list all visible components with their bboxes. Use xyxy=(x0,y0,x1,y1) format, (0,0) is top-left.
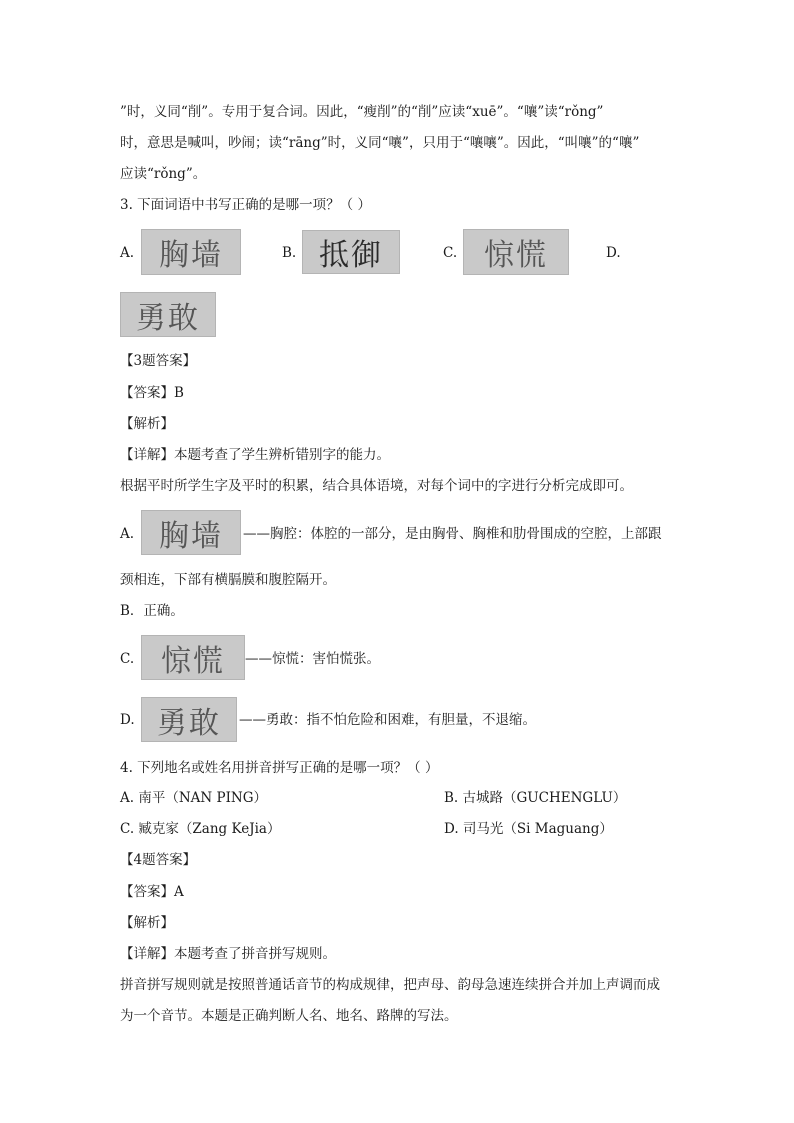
expl-c-letter: C. xyxy=(120,651,135,667)
handwriting-b: 抵御 xyxy=(319,238,383,273)
intro-line-2: 时，意思是喊叫，吵闹；读“rāng”时，义同“嚷”，只用于“嚷嚷”。因此，“叫嚷”的“嚷” xyxy=(120,135,640,151)
intro-line-3: 应读“rǒng”。 xyxy=(120,166,207,182)
expl-a-image xyxy=(141,510,241,555)
q3-option-a-image xyxy=(141,229,241,275)
q3-option-a-letter: A. xyxy=(120,245,135,261)
q3-answer: 【答案】B xyxy=(120,385,184,401)
q4-answer: 【答案】A xyxy=(120,884,184,900)
q4-analysis: 【解析】 xyxy=(120,915,174,931)
expl-c-text: ——惊慌：害怕慌张。 xyxy=(245,651,380,667)
q4-detail: 【详解】本题考查了拼音拼写规则。 xyxy=(120,946,336,962)
expl-b-text: B．正确。 xyxy=(120,603,184,619)
expl-d-letter: D. xyxy=(120,712,135,728)
q3-option-c-letter: C. xyxy=(443,245,458,261)
handwriting-expl-d: 勇敢 xyxy=(157,705,221,741)
q3-answer-header: 【3题答案】 xyxy=(120,353,197,369)
q4-answer-header: 【4题答案】 xyxy=(120,852,197,868)
expl-a-text-1: ——胸腔：体腔的一部分，是由胸骨、胸椎和肋骨围成的空腔，上部跟 xyxy=(243,526,662,542)
q3-option-b-letter: B. xyxy=(282,245,297,261)
q3-question: 3. 下面词语中书写正确的是哪一项？（ ） xyxy=(120,197,371,213)
q4-option-a: A. 南平（NAN PING） xyxy=(120,790,268,806)
expl-d-text: ——勇敢：指不怕危险和困难，有胆量，不退缩。 xyxy=(239,712,536,728)
expl-a-letter: A. xyxy=(120,526,135,542)
q4-question: 4. 下列地名或姓名用拼音拼写正确的是哪一项？（ ） xyxy=(120,760,439,776)
handwriting-d: 勇敢 xyxy=(136,300,200,336)
expl-c-image xyxy=(141,635,245,680)
q3-analysis: 【解析】 xyxy=(120,416,174,432)
handwriting-a: 胸墙 xyxy=(159,238,223,273)
handwriting-expl-a: 胸墙 xyxy=(159,518,223,554)
handwriting-expl-c: 惊慌 xyxy=(161,643,225,679)
q4-body-1: 拼音拼写规则就是按照普通话音节的构成规律，把声母、韵母急速连续拼合并加上声调而成 xyxy=(120,977,660,993)
expl-a-text-2: 颈相连，下部有横膈膜和腹腔隔开。 xyxy=(120,572,336,588)
q4-option-d: D. 司马光（Si Maguang） xyxy=(444,821,613,837)
expl-d-image xyxy=(141,697,237,742)
intro-line-1: ”时，义同“削”。专用于复合词。因此，“瘦削”的“削”应读“xuē”。“嚷”读“rǒng” xyxy=(120,104,604,120)
q3-option-d-image xyxy=(120,292,216,337)
q3-option-b-image xyxy=(302,230,400,274)
q4-body-2: 为一个音节。本题是正确判断人名、地名、路牌的写法。 xyxy=(120,1008,458,1024)
q3-detail: 【详解】本题考查了学生辨析错别字的能力。 xyxy=(120,447,390,463)
q3-option-d-letter: D. xyxy=(606,245,621,261)
q4-option-c: C. 臧克家（Zang KeJia） xyxy=(120,821,281,837)
q3-method: 根据平时所学生字及平时的积累，结合具体语境，对每个词中的字进行分析完成即可。 xyxy=(120,478,633,494)
handwriting-c: 惊慌 xyxy=(484,238,548,273)
q4-option-b: B. 古城路（GUCHENGLU） xyxy=(444,790,627,806)
q3-option-c-image xyxy=(463,229,569,275)
